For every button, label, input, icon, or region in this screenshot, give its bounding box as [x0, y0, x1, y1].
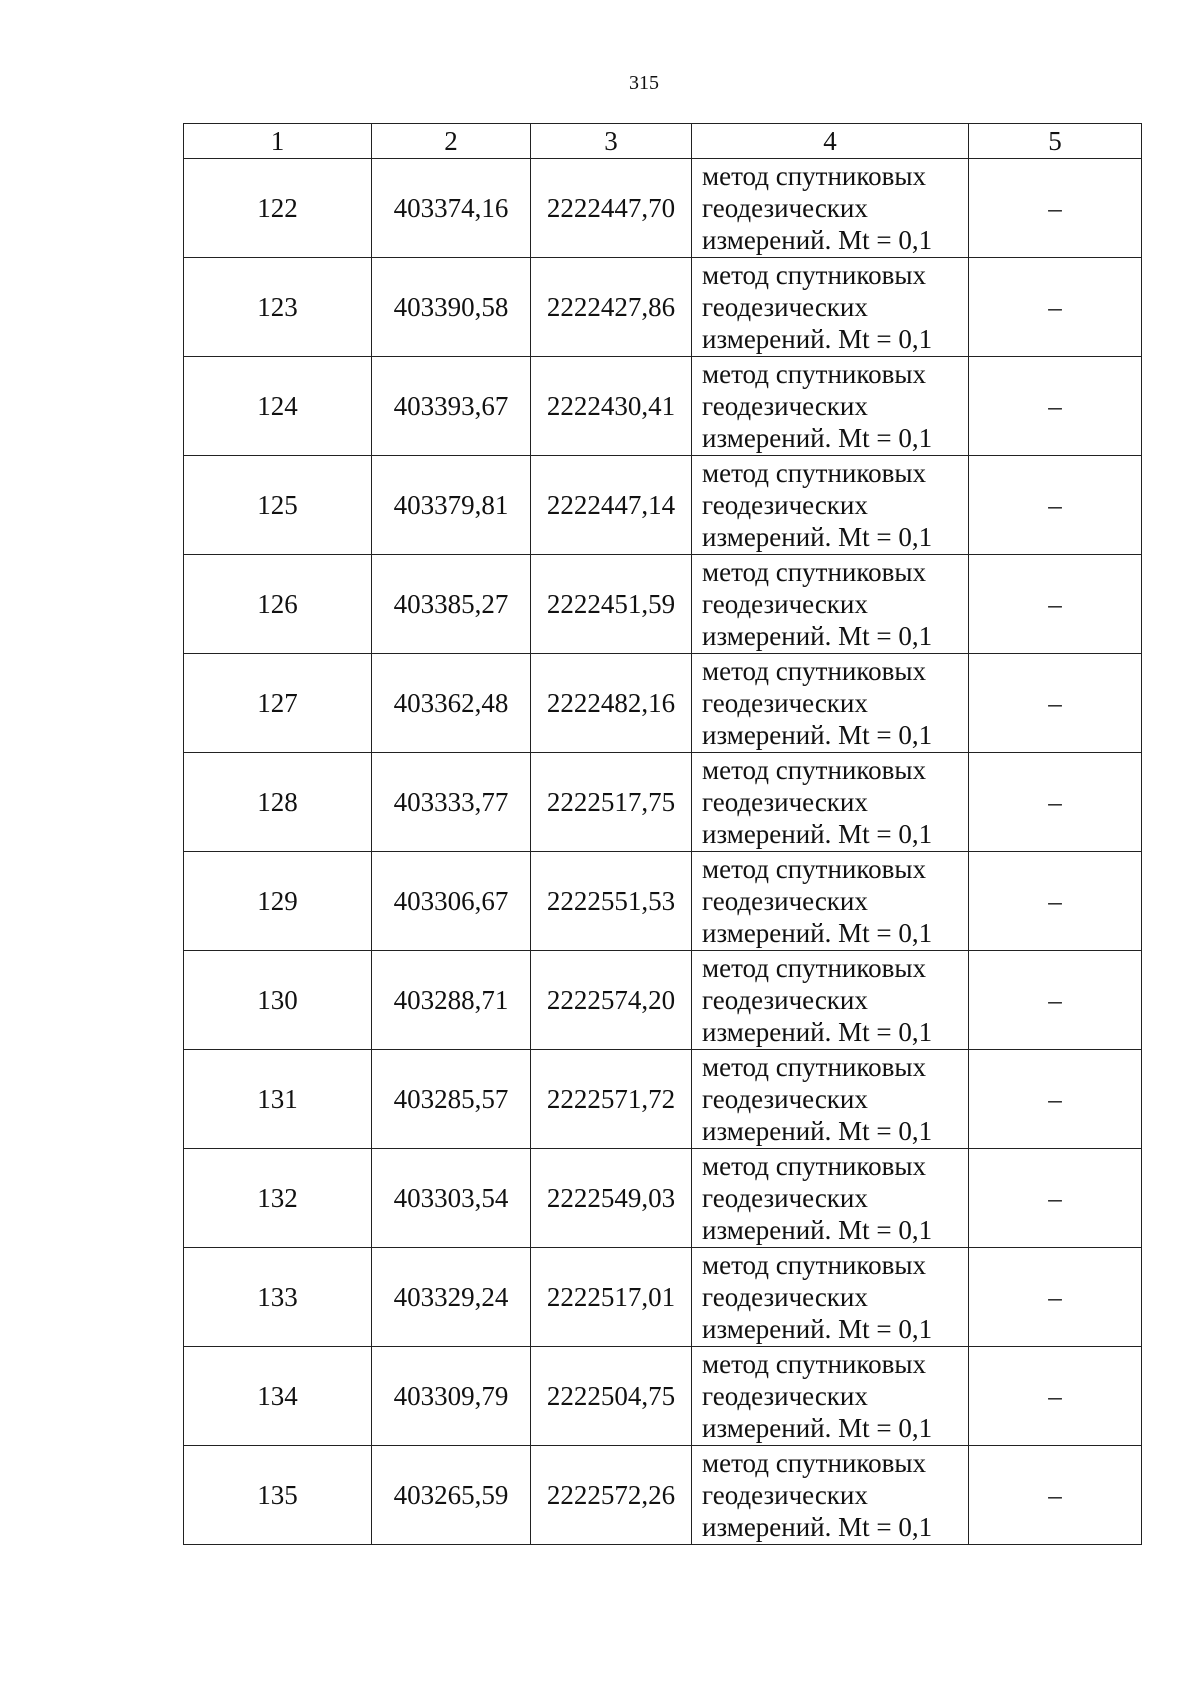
method-line: геодезических [702, 292, 868, 322]
x-coordinate-cell: 403309,79 [372, 1347, 531, 1446]
method-cell [692, 1347, 969, 1446]
note-cell: – [969, 1248, 1142, 1347]
x-coordinate-cell: 403288,71 [372, 951, 531, 1050]
method-cell [692, 357, 969, 456]
y-coordinate-cell: 2222517,75 [531, 753, 692, 852]
method-cell [692, 258, 969, 357]
table-row [184, 1446, 1142, 1545]
method-line: измерений. Mt = 0,1 [702, 1215, 933, 1245]
note-cell: – [969, 1446, 1142, 1545]
method-line: геодезических [702, 193, 868, 223]
method-line: геодезических [702, 589, 868, 619]
x-coordinate-cell: 403265,59 [372, 1446, 531, 1545]
header-cell-3: 3 [531, 124, 692, 159]
note-cell: – [969, 951, 1142, 1050]
method-cell [692, 1248, 969, 1347]
method-line: метод спутниковых [702, 260, 926, 290]
point-number-cell: 132 [184, 1149, 372, 1248]
header-cell-5: 5 [969, 124, 1142, 159]
method-line: измерений. Mt = 0,1 [702, 1413, 933, 1443]
x-coordinate-cell: 403390,58 [372, 258, 531, 357]
method-line: метод спутниковых [702, 161, 926, 191]
method-line: геодезических [702, 688, 868, 718]
point-number-cell: 124 [184, 357, 372, 456]
header-cell-2: 2 [372, 124, 531, 159]
x-coordinate-cell: 403306,67 [372, 852, 531, 951]
point-number-cell: 126 [184, 555, 372, 654]
method-line: геодезических [702, 1480, 868, 1510]
method-line: геодезических [702, 1282, 868, 1312]
method-line: измерений. Mt = 0,1 [702, 1512, 933, 1542]
table-row [184, 951, 1142, 1050]
y-coordinate-cell: 2222549,03 [531, 1149, 692, 1248]
table-row [184, 258, 1142, 357]
y-coordinate-cell: 2222504,75 [531, 1347, 692, 1446]
method-line: метод спутниковых [702, 1349, 926, 1379]
note-cell: – [969, 357, 1142, 456]
note-cell: – [969, 654, 1142, 753]
method-line: геодезических [702, 787, 868, 817]
x-coordinate-cell: 403379,81 [372, 456, 531, 555]
x-coordinate-cell: 403385,27 [372, 555, 531, 654]
table-row [184, 852, 1142, 951]
point-number-cell: 134 [184, 1347, 372, 1446]
x-coordinate-cell: 403362,48 [372, 654, 531, 753]
header-cell-1: 1 [184, 124, 372, 159]
y-coordinate-cell: 2222447,14 [531, 456, 692, 555]
x-coordinate-cell: 403285,57 [372, 1050, 531, 1149]
y-coordinate-cell: 2222451,59 [531, 555, 692, 654]
method-line: метод спутниковых [702, 953, 926, 983]
method-cell [692, 654, 969, 753]
note-cell: – [969, 753, 1142, 852]
note-cell: – [969, 555, 1142, 654]
method-line: метод спутниковых [702, 1151, 926, 1181]
point-number-cell: 129 [184, 852, 372, 951]
table-header-row [184, 124, 1142, 159]
method-line: метод спутниковых [702, 755, 926, 785]
method-line: метод спутниковых [702, 1448, 926, 1478]
method-line: геодезических [702, 886, 868, 916]
method-line: измерений. Mt = 0,1 [702, 225, 933, 255]
point-number-cell: 133 [184, 1248, 372, 1347]
y-coordinate-cell: 2222427,86 [531, 258, 692, 357]
method-line: метод спутниковых [702, 458, 926, 488]
y-coordinate-cell: 2222447,70 [531, 159, 692, 258]
method-line: измерений. Mt = 0,1 [702, 324, 933, 354]
method-line: метод спутниковых [702, 854, 926, 884]
point-number-cell: 125 [184, 456, 372, 555]
y-coordinate-cell: 2222571,72 [531, 1050, 692, 1149]
note-cell: – [969, 1149, 1142, 1248]
method-cell [692, 852, 969, 951]
y-coordinate-cell: 2222572,26 [531, 1446, 692, 1545]
method-line: измерений. Mt = 0,1 [702, 1017, 933, 1047]
point-number-cell: 122 [184, 159, 372, 258]
table-row [184, 654, 1142, 753]
x-coordinate-cell: 403333,77 [372, 753, 531, 852]
table-row [184, 753, 1142, 852]
note-cell: – [969, 456, 1142, 555]
method-cell [692, 456, 969, 555]
point-number-cell: 128 [184, 753, 372, 852]
coordinates-table [183, 123, 1142, 1545]
method-line: геодезических [702, 490, 868, 520]
x-coordinate-cell: 403329,24 [372, 1248, 531, 1347]
method-line: измерений. Mt = 0,1 [702, 918, 933, 948]
table-row [184, 555, 1142, 654]
method-line: метод спутниковых [702, 1250, 926, 1280]
point-number-cell: 131 [184, 1050, 372, 1149]
method-line: измерений. Mt = 0,1 [702, 720, 933, 750]
method-cell [692, 1149, 969, 1248]
method-cell [692, 951, 969, 1050]
method-line: геодезических [702, 1381, 868, 1411]
table-row [184, 1050, 1142, 1149]
x-coordinate-cell: 403303,54 [372, 1149, 531, 1248]
table-row [184, 357, 1142, 456]
method-cell [692, 1050, 969, 1149]
note-cell: – [969, 1347, 1142, 1446]
method-line: измерений. Mt = 0,1 [702, 819, 933, 849]
method-line: измерений. Mt = 0,1 [702, 1116, 933, 1146]
method-line: измерений. Mt = 0,1 [702, 621, 933, 651]
y-coordinate-cell: 2222482,16 [531, 654, 692, 753]
method-line: измерений. Mt = 0,1 [702, 423, 933, 453]
method-cell [692, 555, 969, 654]
table-row [184, 1248, 1142, 1347]
header-cell-4: 4 [692, 124, 969, 159]
note-cell: – [969, 159, 1142, 258]
table-row [184, 456, 1142, 555]
note-cell: – [969, 1050, 1142, 1149]
y-coordinate-cell: 2222430,41 [531, 357, 692, 456]
method-line: измерений. Mt = 0,1 [702, 1314, 933, 1344]
point-number-cell: 135 [184, 1446, 372, 1545]
method-line: геодезических [702, 1183, 868, 1213]
method-line: метод спутниковых [702, 359, 926, 389]
x-coordinate-cell: 403374,16 [372, 159, 531, 258]
point-number-cell: 130 [184, 951, 372, 1050]
method-line: измерений. Mt = 0,1 [702, 522, 933, 552]
point-number-cell: 123 [184, 258, 372, 357]
method-line: метод спутниковых [702, 1052, 926, 1082]
method-line: геодезических [702, 391, 868, 421]
y-coordinate-cell: 2222574,20 [531, 951, 692, 1050]
method-line: метод спутниковых [702, 557, 926, 587]
table-row [184, 1347, 1142, 1446]
method-cell [692, 159, 969, 258]
note-cell: – [969, 258, 1142, 357]
y-coordinate-cell: 2222517,01 [531, 1248, 692, 1347]
x-coordinate-cell: 403393,67 [372, 357, 531, 456]
y-coordinate-cell: 2222551,53 [531, 852, 692, 951]
table-body [184, 159, 1142, 1545]
method-cell [692, 1446, 969, 1545]
method-line: геодезических [702, 985, 868, 1015]
method-line: метод спутниковых [702, 656, 926, 686]
method-cell [692, 753, 969, 852]
table-row [184, 1149, 1142, 1248]
page-number: 315 [629, 72, 659, 94]
table-row [184, 159, 1142, 258]
method-line: геодезических [702, 1084, 868, 1114]
point-number-cell: 127 [184, 654, 372, 753]
note-cell: – [969, 852, 1142, 951]
